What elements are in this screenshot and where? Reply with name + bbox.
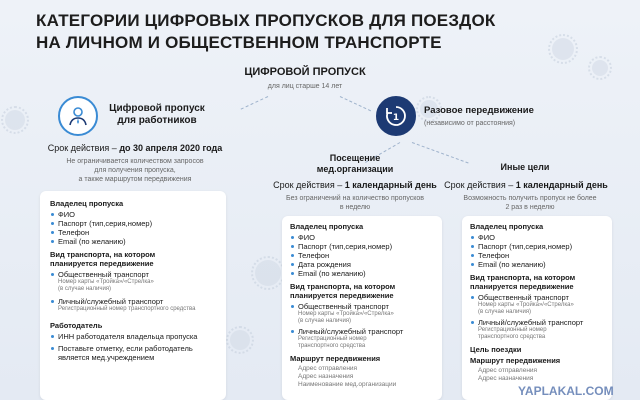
workers-transport-title-1: Вид транспорта, на котором xyxy=(50,250,156,259)
workers-employer-title: Работодатель xyxy=(50,321,103,330)
list-item: Телефон xyxy=(50,228,216,237)
other-personal-sub xyxy=(470,327,604,341)
workers-validity-value: до 30 апреля 2020 года xyxy=(119,143,223,153)
workers-note-line-1: Не ограничивается количеством запросов xyxy=(66,158,204,165)
list-item: Личный/служебный транспорт xyxy=(50,297,216,306)
single-trip-title xyxy=(424,105,564,128)
list-item: Дата рождения xyxy=(290,260,434,269)
other-validity xyxy=(420,180,632,190)
list-item: Email (по желанию) xyxy=(470,260,604,269)
connector-line xyxy=(340,96,371,111)
other-note xyxy=(450,194,610,212)
other-validity-value: 1 календарный день xyxy=(515,180,608,190)
workers-public-sub xyxy=(50,279,216,293)
medical-personal-list xyxy=(290,327,434,336)
virus-decoration xyxy=(255,260,281,286)
medical-route-item: Адрес назначения xyxy=(298,373,354,380)
worker-icon xyxy=(58,96,98,136)
other-owner-title: Владелец пропуска xyxy=(470,222,544,231)
medical-note-line-1: Без ограничений на количество пропусков xyxy=(285,195,424,202)
medical-note-line-2: в неделю xyxy=(339,204,371,211)
other-public-sub-1: Номер карты «Тройка»/«Стрелка» xyxy=(478,302,574,308)
workers-title-line-2: для работников xyxy=(117,115,197,126)
medical-route-title: Маршрут передвижения xyxy=(290,354,381,363)
workers-public-list xyxy=(50,270,216,279)
workers-title xyxy=(102,103,212,127)
other-route-item: Адрес отправления xyxy=(478,367,538,374)
other-route-item: Адрес назначения xyxy=(478,375,534,382)
other-personal-sub-2: транспортного средства xyxy=(478,334,546,340)
medical-public-sub-2: (в случае наличия) xyxy=(298,318,352,324)
medical-public-sub-1: Номер карты «Тройка»/«Стрелка» xyxy=(298,311,394,317)
title-line-1: КАТЕГОРИИ ЦИФРОВЫХ ПРОПУСКОВ ДЛЯ ПОЕЗДОК xyxy=(36,11,496,30)
other-note-line-1: Возможность получить пропуск не более xyxy=(463,195,597,202)
medical-owner-list xyxy=(290,233,434,278)
connector-line xyxy=(241,96,269,110)
medical-validity-prefix: Срок действия – xyxy=(273,180,343,190)
other-title: Иные цели xyxy=(500,162,550,172)
medical-public-sub xyxy=(290,311,434,325)
medical-title-line-2: мед.организации xyxy=(316,164,394,174)
list-item: Email (по желанию) xyxy=(290,269,434,278)
workers-validity-prefix: Срок действия – xyxy=(47,143,117,153)
list-item: ИНН работодателя владельца пропуска xyxy=(50,332,216,341)
other-public-sub xyxy=(470,302,604,316)
workers-validity xyxy=(30,143,240,153)
virus-decoration xyxy=(5,110,25,130)
medical-personal-sub-1: Регистрационный номер xyxy=(298,336,367,342)
medical-transport-title-2: планируется передвижение xyxy=(290,291,394,300)
other-public-list xyxy=(470,293,604,302)
medical-transport-title xyxy=(290,282,434,300)
workers-transport-title-2: планируется передвижение xyxy=(50,259,154,268)
workers-employer-list xyxy=(50,332,216,362)
svg-text:1: 1 xyxy=(392,113,400,123)
medical-title-line-1: Посещение xyxy=(329,153,381,163)
single-trip-label: Разовое передвижение xyxy=(424,105,534,116)
list-item: Общественный транспорт xyxy=(50,270,216,279)
root-sub: для лиц старше 14 лет xyxy=(267,83,343,90)
workers-public-sub-2: (в случае наличия) xyxy=(58,286,112,292)
medical-personal-sub-2: транспортного средства xyxy=(298,343,366,349)
other-personal-sub-1: Регистрационный номер xyxy=(478,327,547,333)
other-transport-title-1: Вид транспорта, на котором xyxy=(470,273,576,282)
workers-transport-title xyxy=(50,250,216,268)
workers-title-line-1: Цифровой пропуск xyxy=(109,103,205,114)
list-item: Личный/служебный транспорт xyxy=(290,327,434,336)
medical-note xyxy=(270,194,440,212)
other-note-line-2: 2 раз в неделю xyxy=(505,204,555,211)
other-goal-title: Цель поездки xyxy=(470,345,522,354)
title-line-2: НА ЛИЧНОМ И ОБЩЕСТВЕННОМ ТРАНСПОРТЕ xyxy=(36,33,442,52)
list-item: ФИО xyxy=(50,210,216,219)
other-route-title: Маршрут передвижения xyxy=(470,356,561,365)
watermark: YAPLAKAL.COM xyxy=(518,384,614,398)
virus-decoration xyxy=(592,60,608,76)
workers-personal-sub: Регистрационный номер транспортного средства xyxy=(58,306,196,312)
other-card xyxy=(462,216,612,400)
workers-owner-title: Владелец пропуска xyxy=(50,199,124,208)
other-validity-prefix: Срок действия – xyxy=(444,180,514,190)
list-item: ФИО xyxy=(290,233,434,242)
workers-personal-list xyxy=(50,297,216,306)
other-transport-title-2: планируется передвижение xyxy=(470,282,574,291)
list-item: Личный/служебный транспорт xyxy=(470,318,604,327)
workers-note xyxy=(40,157,230,184)
list-item: Паспорт (тип,серия,номер) xyxy=(50,219,216,228)
medical-public-list xyxy=(290,302,434,311)
medical-card xyxy=(282,216,442,400)
single-trip-icon xyxy=(376,96,416,136)
workers-note-line-3: а также маршрутом передвижения xyxy=(78,176,192,183)
medical-route-item: Наименование мед.организации xyxy=(298,381,397,388)
other-transport-title xyxy=(470,273,604,291)
other-personal-list xyxy=(470,318,604,327)
list-item: Телефон xyxy=(290,251,434,260)
workers-public-sub-1: Номер карты «Тройка»/«Стрелка» xyxy=(58,279,154,285)
list-item: Паспорт (тип,серия,номер) xyxy=(290,242,434,251)
list-item: Паспорт (тип,серия,номер) xyxy=(470,242,604,251)
page-title xyxy=(36,10,596,54)
virus-decoration xyxy=(230,330,250,350)
workers-note-line-2: для получения пропуска, xyxy=(94,167,176,174)
medical-title xyxy=(300,153,410,175)
list-item: Email (по желанию) xyxy=(50,237,216,246)
other-public-sub-2: (в случае наличия) xyxy=(478,309,532,315)
root-node xyxy=(230,66,380,91)
medical-owner-title: Владелец пропуска xyxy=(290,222,364,231)
connector-line xyxy=(412,142,469,163)
medical-validity-value: 1 календарный день xyxy=(344,180,437,190)
workers-card xyxy=(40,191,226,400)
single-trip-sub: (независимо от расстояния) xyxy=(424,120,516,127)
medical-route-item: Адрес отправления xyxy=(298,365,358,372)
other-owner-list xyxy=(470,233,604,269)
list-item: Телефон xyxy=(470,251,604,260)
root-label: ЦИФРОВОЙ ПРОПУСК xyxy=(244,66,366,78)
list-item: ФИО xyxy=(470,233,604,242)
workers-owner-list xyxy=(50,210,216,246)
list-item: Общественный транспорт xyxy=(470,293,604,302)
list-item: Общественный транспорт xyxy=(290,302,434,311)
list-item: Поставьте отметку, если работодатель является мед.учреждением xyxy=(50,344,216,362)
medical-personal-sub xyxy=(290,336,434,350)
medical-transport-title-1: Вид транспорта, на котором xyxy=(290,282,396,291)
